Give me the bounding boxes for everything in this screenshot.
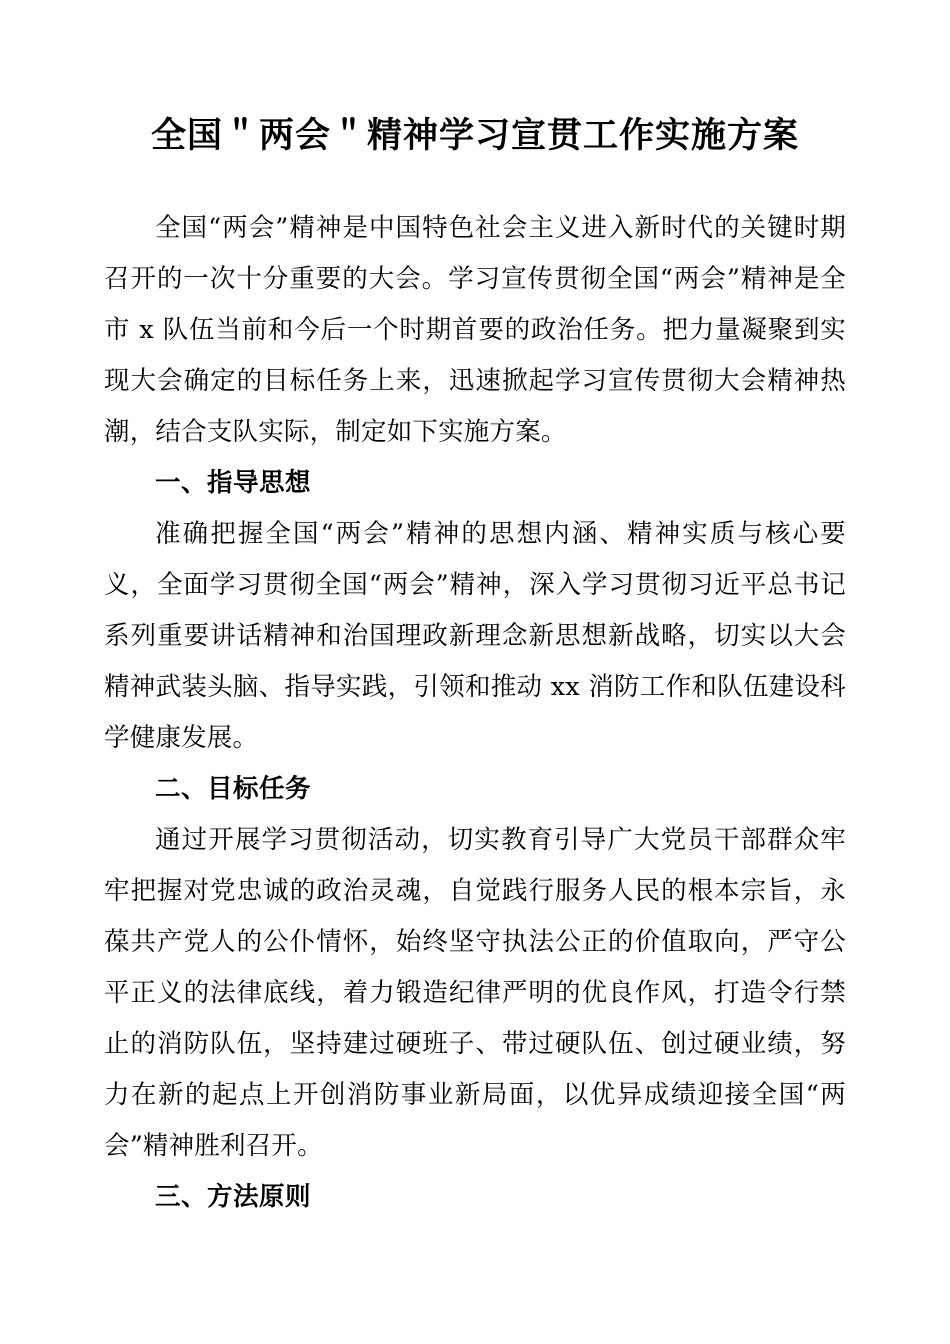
section-heading-3: 三、方法原则 bbox=[155, 1182, 312, 1213]
section-body-1: 准确把握全国“两会”精神的思想内涵、精神实质与核心要义，全面学习贯彻全国“两会”精神，深入学习贯彻习近平总书记系列重要讲话精神和治国理政新理念新思想新战略，切实以大会精神武装头脑、指导实践，引领和推动 xx 消防工作和队伍建设科学健康发展。 bbox=[104, 519, 846, 754]
section-heading-2: 二、目标任务 bbox=[155, 774, 312, 805]
section-heading-1: 一、指导思想 bbox=[155, 468, 312, 499]
section-body-2: 通过开展学习贯彻活动，切实教育引导广大党员干部群众牢牢把握对党忠诚的政治灵魂，自觉践行服务人民的根本宗旨，永葆共产党人的公仆情怀，始终坚守执法公正的价值取向，严守公平正义的法律底线，着力锻造纪律严明的优良作风，打造令行禁止的消防队伍，坚持建过硬班子、带过硬队伍、创过硬业绩，努力在新的起点上开创消防事业新局面，以优异成绩迎接全国“两会”精神胜利召开。 bbox=[104, 825, 846, 1162]
intro-paragraph: 全国“两会”精神是中国特色社会主义进入新时代的关键时期召开的一次十分重要的大会。学习宣传贯彻全国“两会”精神是全市 x 队伍当前和今后一个时期首要的政治任务。把力量凝聚到实现大会确定的目标任务上来，迅速掀起学习宣传贯彻大会精神热潮，结合支队实际，制定如下实施方案。 bbox=[104, 213, 846, 448]
page-title: 全国＂两会＂精神学习宣贯工作实施方案 bbox=[150, 115, 799, 156]
